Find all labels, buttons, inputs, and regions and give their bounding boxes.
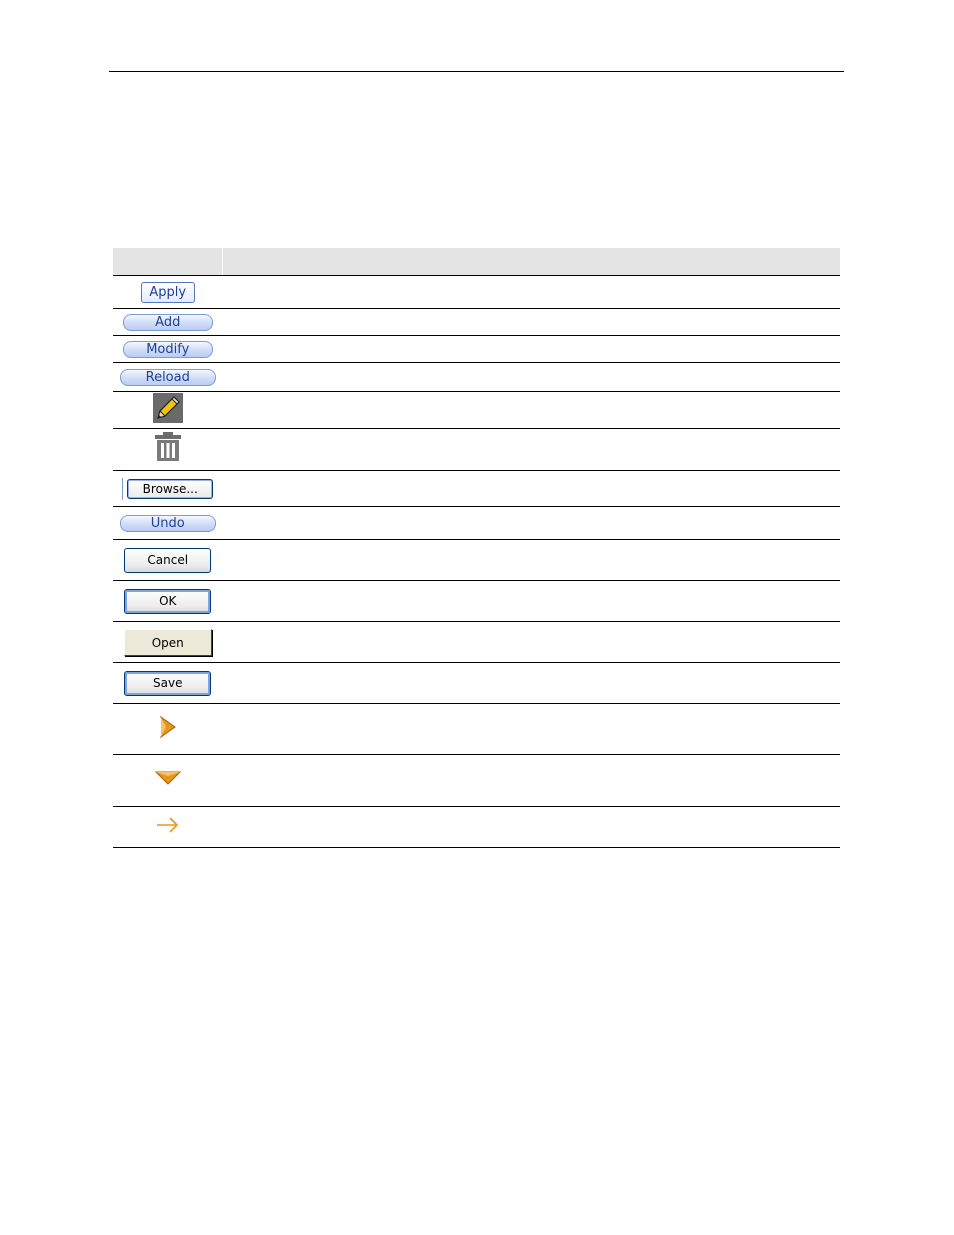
table-row [113,336,840,363]
table-row [113,807,840,848]
table-header-row [113,248,840,276]
table-row [113,471,840,507]
arrow-right-collapsed-icon[interactable] [158,715,178,744]
cancel-button[interactable]: Cancel [124,548,211,573]
header-description-column [223,248,841,276]
browse-field-edge [122,478,123,500]
icon-table [113,248,840,848]
modify-button[interactable]: Modify [123,341,213,358]
open-button[interactable]: Open [124,629,212,656]
table-row [113,663,840,704]
ok-button[interactable]: OK [124,589,211,614]
table-row [113,704,840,755]
table-row [113,581,840,622]
add-button[interactable]: Add [123,314,213,331]
apply-button[interactable]: Apply [141,282,195,303]
header-icon-column [113,248,223,276]
undo-button[interactable]: Undo [120,515,216,532]
table-row [113,363,840,392]
table-row [113,622,840,663]
table-row [113,309,840,336]
trash-icon[interactable] [153,431,183,468]
table-row [113,755,840,807]
browse-button[interactable]: Browse... [127,479,213,499]
table-row [113,392,840,429]
table-row [113,540,840,581]
header-rule [109,71,844,72]
pencil-icon[interactable] [153,393,183,428]
arrow-down-expanded-icon[interactable] [154,769,182,792]
save-button[interactable]: Save [124,671,211,696]
table-row [113,276,840,309]
reload-button[interactable]: Reload [120,369,216,386]
table-row [113,507,840,540]
arrow-right-link-icon[interactable] [155,815,181,840]
table-row [113,429,840,471]
